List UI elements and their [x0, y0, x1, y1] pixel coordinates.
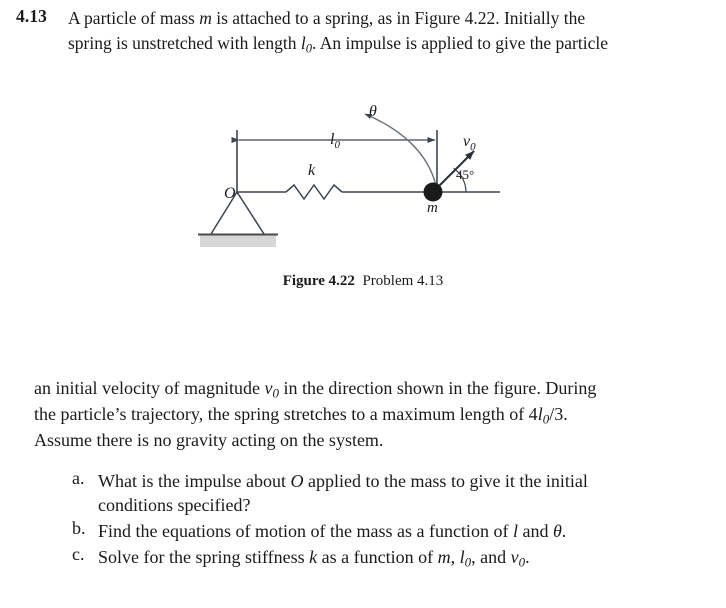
subquestion-c-line-1: Solve for the spring stiffness k as a function of m, $l_0$, and $v_0$.: [98, 547, 530, 570]
spring-coil: [286, 185, 342, 199]
theta-arc: [365, 114, 437, 191]
label-angle-45-degrees: 45°: [456, 167, 475, 182]
pivot-triangle: [211, 192, 264, 234]
ground-support: [198, 235, 278, 248]
label-angle-theta: θ: [369, 103, 377, 120]
figure-diagram-svg: [0, 95, 726, 270]
label-mass-m: m: [427, 200, 438, 216]
subquestion-a-line-1: What is the impulse about O applied to the mass to give it the initial: [98, 471, 588, 491]
figure-caption-text: Problem 4.13: [362, 273, 444, 289]
problem-statement-line-2: spring is unstretched with length $l_0$. An impulse is applied to give the particle: [68, 33, 608, 56]
subquestion-b-marker: b.: [72, 518, 86, 538]
label-length-l0: $l_0$: [330, 131, 340, 151]
ground-block: [200, 235, 276, 247]
continuation-line-2: the particle’s trajectory, the spring stretches to a maximum length of $4l_0/3$.: [34, 404, 568, 427]
subquestion-b-line-1: Find the equations of motion of the mass as a function of l and θ.: [98, 521, 567, 541]
label-velocity-v0: $v_0$: [463, 133, 476, 153]
label-pivot-O: O: [224, 185, 236, 202]
figure-caption-label: Figure 4.22: [282, 273, 355, 289]
figure-caption: [0, 273, 726, 290]
subquestion-a-marker: a.: [72, 468, 85, 488]
continuation-line-1: an initial velocity of magnitude $v_0$ in the direction shown in the figure. During: [34, 378, 597, 401]
subquestion-a-line-2: conditions specified?: [98, 495, 251, 515]
label-spring-stiffness-k: k: [308, 162, 316, 179]
problem-statement-line-1: A particle of mass m is attached to a spring, as in Figure 4.22. Initially the: [68, 8, 586, 28]
continuation-line-3: Assume there is no gravity acting on the system.: [34, 430, 384, 450]
subquestion-c-marker: c.: [72, 544, 85, 564]
figure-4-22: [0, 95, 726, 295]
problem-number: 4.13: [16, 6, 48, 26]
particle-mass: [424, 183, 443, 202]
